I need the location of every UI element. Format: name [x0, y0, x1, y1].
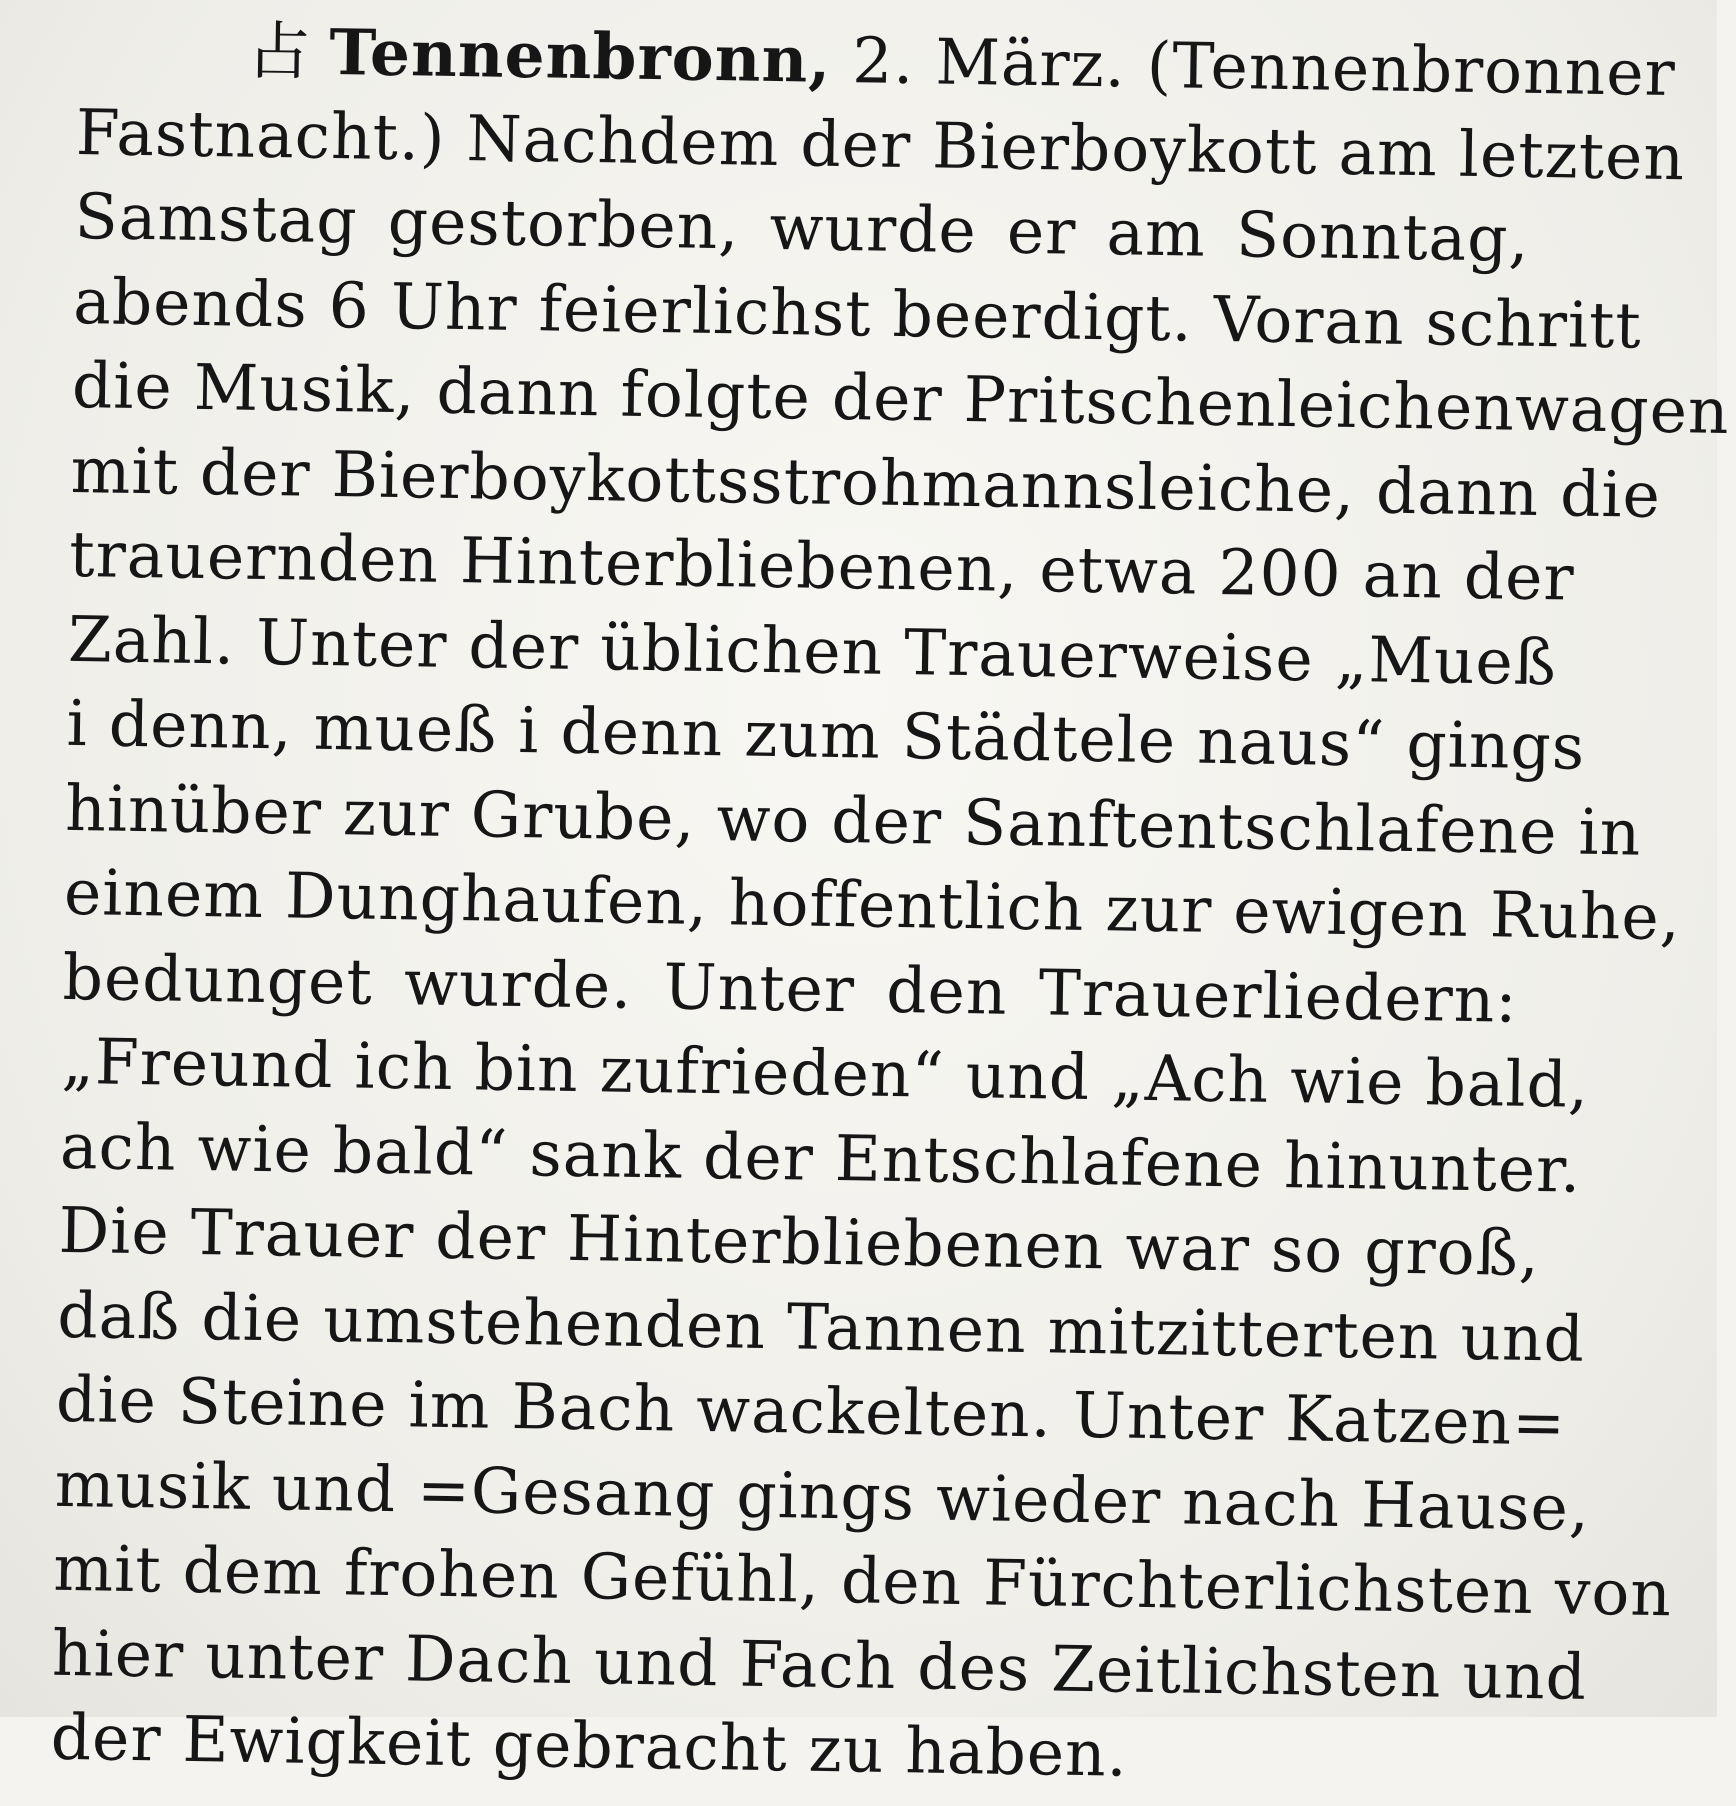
article-line-10: hinüber zur Grube, wo der Sanftentschlafene in: [64, 771, 1642, 870]
article-line-9: i denn, mueß i denn zum Städtele naus“ gings: [66, 686, 1586, 784]
article-line-text: 2. März. (Tennenbronner: [851, 24, 1677, 111]
article-text: [50, 6, 1731, 1805]
article-line-18: musik und =Gesang gings wieder nach Hause,: [54, 1447, 1591, 1545]
article-line-12: bedunget wurde. Unter den Trauerliedern:: [62, 940, 1519, 1037]
article-line-14: ach wie bald“ sank der Entschlafene hinunter.: [59, 1109, 1582, 1207]
article-line-19: mit dem frohen Gefühl, den Fürchterlichsten von: [52, 1531, 1673, 1631]
article-line-6: mit der Bierboykottsstrohmannsleiche, dann die: [70, 433, 1662, 532]
article-line-13: „Freund ich bin zufrieden“ und „Ach wie bald,: [60, 1024, 1590, 1122]
article-line-16: daß die umstehenden Tannen mitzitterten und: [56, 1278, 1586, 1376]
article-line-8: Zahl. Unter der üblichen Trauerweise „Mueß: [67, 602, 1558, 699]
article-line-11: einem Dunghaufen, hoffentlich zur ewigen Ruhe,: [63, 855, 1682, 955]
article-line-21: der Ewigkeit gebracht zu haben.: [50, 1700, 1129, 1791]
dateline-place: Tennenbronn,: [328, 14, 832, 97]
article-line-20: hier unter Dach und Fach des Zeitlichsten und: [51, 1616, 1588, 1714]
article-line-17: die Steine im Bach wackelten. Unter Katzen=: [55, 1362, 1567, 1460]
dateline-symbol: 占: [246, 14, 312, 89]
article-line-5: die Musik, dann folgte der Pritschenleichenwagen: [71, 348, 1731, 448]
article-line-4: abends 6 Uhr feierlichst beerdigt. Voran schritt: [72, 264, 1643, 363]
article-line-15: Die Trauer der Hinterbliebenen war so groß,: [58, 1193, 1541, 1291]
article-line-7: trauernden Hinterbliebenen, etwa 200 an der: [68, 517, 1576, 615]
article-line-2: Fastnacht.) Nachdem der Bierboykott am letzten: [75, 95, 1686, 194]
article-line-3: Samstag gestorben, wurde er am Sonntag,: [74, 179, 1531, 276]
